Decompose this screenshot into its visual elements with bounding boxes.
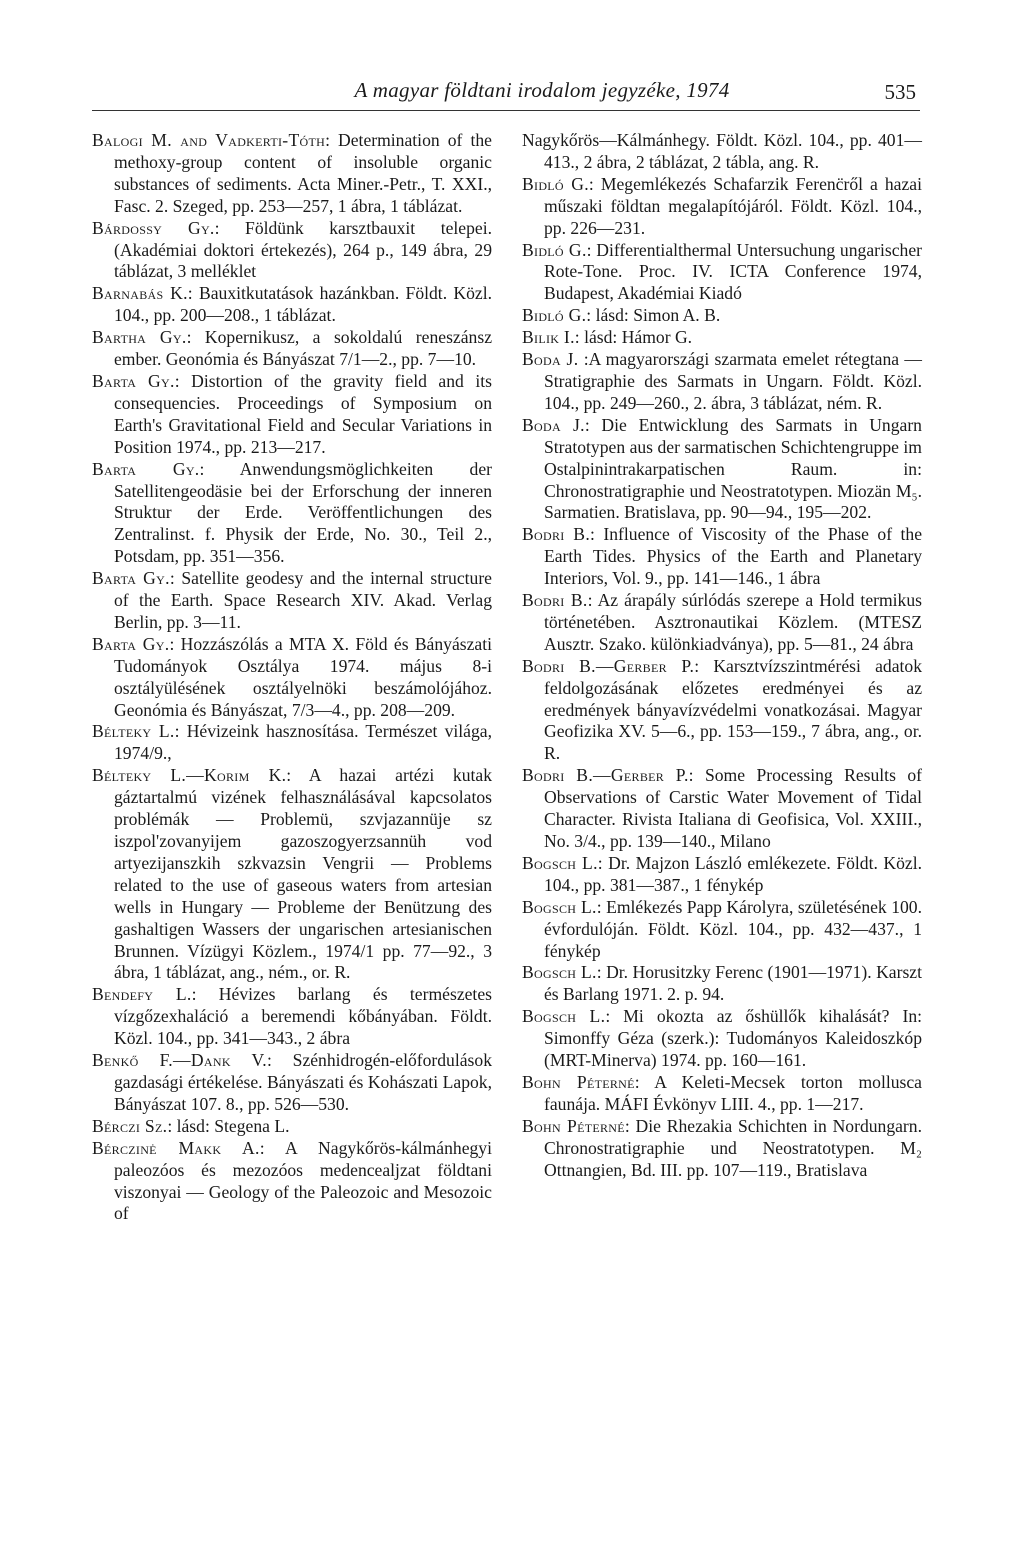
right-column (522, 130, 922, 1182)
bibliography-entry (92, 634, 492, 722)
running-head (92, 72, 920, 112)
entry-author: Bérczinė Makk A. (92, 1137, 260, 1158)
bibliography-entry (92, 984, 492, 1050)
entry-text: : Determination of the methoxy-group content of insoluble organic substances of sediments. Acta Miner.-Petr., T. XXI., Fasc. 2. Szeged, pp. 253—257, 1 ábra, 1 táblázat. (114, 130, 492, 216)
header-rule (92, 110, 920, 111)
entry-text: : Hévizes barlang és természetes vízgőzexhaláció a beremendi kőbányában. Földt. Közl. 104., pp. 341—343., 2 ábra (114, 984, 492, 1049)
entry-text: : A hazai artézi kutak gáztartalmú vizének felhasználásával kapcsolatos problémák — Problemü, szvjazannüje sz iszpol'zovanyijem gazoszogyerzsannüh vod artyezijanszkih szkvazsin Vengrii — Problems related to the use of gaseous waters from artesian wells in Hungary — Probleme der Benützung des gashaltigen Wassers der ungarischen artesianischen Brunnen. Vízügyi Közlem., 1974/1 pp. 77—92., 3 ábra, 1 táblázat, ang., ném., or. R. (114, 765, 492, 983)
entry-author: Bodri B.—Gerber P. (522, 765, 689, 786)
entry-author: Bodri B. (522, 590, 588, 611)
bibliography-entry (522, 1006, 922, 1072)
entry-text: : Földünk karsztbauxit telepei. (Akadémiai doktori értekezés), 264 p., 149 ábra, 29 táblázat, 3 melléklet (114, 217, 492, 282)
bibliography-entry (522, 962, 922, 1006)
bibliography-entry (522, 174, 922, 240)
entry-author: Barta Gy. (92, 568, 170, 589)
entry-text: : lásd: Hámor G. (574, 327, 693, 348)
bibliography-entry (92, 371, 492, 459)
entry-author: Bérczi Sz. (92, 1115, 168, 1136)
entry-author: Benkő F.—Dank V. (92, 1050, 267, 1071)
entry-author: Bárdossy Gy. (92, 217, 215, 238)
bibliography-entry (522, 305, 922, 327)
bibliography-entry (522, 524, 922, 590)
entry-text: : Anwendungsmöglichkeiten der Satellitengeodäsie bei der Erforschung der inneren Struktur der Erde. Veröffentlichungen des Zentralinst. f. Physik der Erde, No. 30., Teil 2., Potsdam, pp. 351—356. (114, 458, 492, 567)
entry-author: Bidló G. (522, 239, 587, 260)
entry-text: : lásd: Simon A. B. (586, 305, 721, 326)
bibliography-entry (92, 327, 492, 371)
bibliography-entry (522, 349, 922, 415)
entry-text: : A Nagykőrös-kálmánhegyi paleozóos és mezozóos medencealjzat földtani viszonyai — Geology of the Paleozoic and Mesozoic of (114, 1137, 492, 1224)
page-number: 535 (884, 80, 916, 104)
entry-author: Barta Gy. (92, 370, 175, 391)
bibliography-entry (92, 1050, 492, 1116)
entry-author: Bogsch L. (522, 896, 597, 917)
entry-author: Bilik I. (522, 327, 575, 348)
running-title: A magyar földtani irodalom jegyzéke, 1974 (354, 78, 730, 102)
entry-author: Balogi M. and Vadkerti-Tóth (92, 130, 326, 150)
entry-author: Barnabás K. (92, 283, 188, 304)
entry-text: : Hozzászólás a MTA X. Föld és Bányászati Tudományok Osztálya 1974. május 8-i osztályülésének osztályelnöki beszámolójához. Geonómia és Bányászat, 7/3—4., pp. 208—209. (114, 633, 493, 720)
bibliography-entry (92, 130, 492, 218)
entry-text: : Szénhidrogén-előfordulások gazdasági értékelése. Bányászati és Kohászati Lapok, Bányászat 107. 8., pp. 526—530. (114, 1050, 492, 1114)
entry-author: Boda J. (522, 414, 585, 435)
bibliography-entry (522, 130, 922, 174)
bibliography-entry (522, 897, 922, 963)
entry-author: Bohn Péterné (522, 1115, 625, 1136)
entry-text: : lásd: Stegena L. (167, 1115, 290, 1136)
bibliography-entry (522, 1072, 922, 1116)
bibliography-entry (522, 327, 922, 349)
entry-text: : Die Rhezakia Schichten in Nordungarn. Chronostratigraphie und Neostratotypen. M₂ Ottnangien, Bd. III. pp. 107—119., Bratislava (544, 1115, 922, 1180)
bibliography-entry (92, 218, 492, 284)
entry-author: Boda J. (522, 349, 579, 370)
entry-author: Bidló G. (522, 173, 589, 194)
entry-text: : A Keleti-Mecsek torton mollusca faunája. MÁFI Évkönyv LIII. 4., pp. 1—217. (544, 1071, 922, 1114)
entry-text: :A magyarországi szarmata emelet rétegtana — Stratigraphie des Sarmats in Ungarn. Földt. Közl. 104., pp. 249—260., 2. ábra, 3 táblázat, ném. R. (544, 349, 922, 413)
bibliography-entry (522, 1116, 922, 1182)
bibliography-entry (522, 240, 922, 306)
bibliography-entry (92, 283, 492, 327)
bibliography-entry (92, 568, 492, 634)
entry-text: : Differentialthermal Untersuchung ungarischer Rote-Tone. Proc. IV. ICTA Conference 1974, Budapest, Akadémiai Kiadó (544, 239, 922, 304)
entry-author: Bogsch L. (522, 1006, 606, 1027)
entry-author: Bodri B. (522, 524, 591, 545)
entry-author: Bogsch L. (522, 852, 598, 873)
entry-author: Barta Gy. (92, 633, 170, 654)
entry-text: : Die Entwicklung des Sarmats in Ungarn Stratotypen aus der sarmatischen Schichtengruppe im Ostalpinintrakarpatischen Raum. in: Chronostratigraphie und Neostratotypen. Miozän M₅. Sarmatien. Bratislava, pp. 90—94., 195—202. (544, 414, 922, 523)
entry-author: Bartha Gy. (92, 327, 187, 348)
bibliography-entry (522, 656, 922, 766)
entry-author: Bendefy L. (92, 984, 192, 1005)
entry-text: : Karsztvízszintmérési adatok feldolgozásának előzetes eredményei és az eredmények bányavízvédelmi vonatkozásai. Magyar Geofizika XV. 5—6., pp. 153—159., 7 ábra, ang., or. R. (544, 655, 922, 764)
bibliography-entry (92, 721, 492, 765)
bibliography-entry (522, 415, 922, 525)
entry-text: : Some Processing Results of Observations of Carstic Water Movement of Tidal Character. Rivista Italiana di Geofisica, Vol. XXIII., No. 3/4., pp. 139—140., Milano (544, 765, 922, 851)
bibliography-entry (92, 765, 492, 984)
entry-author: Bodri B.—Gerber P. (522, 655, 695, 676)
entry-author: Bogsch L. (522, 962, 597, 983)
bibliography-entry (92, 1138, 492, 1226)
bibliography-entry (522, 765, 922, 853)
entry-author: Bidló G. (522, 305, 587, 326)
entry-text: : Megemlékezés Schafarzik Ferenc̈ről a hazai műszaki földtan megalapítójáról. Földt. Közl. 104., pp. 226—231. (544, 173, 922, 238)
entry-text: : Satellite geodesy and the internal structure of the Earth. Space Research XIV. Akad. Verlag Berlin, pp. 3—11. (114, 568, 492, 632)
entry-text: : Hévizeink hasznosítása. Természet világa, 1974/9., (114, 721, 492, 764)
entry-text: : Emlékezés Papp Károlyra, születésének 100. évfordulóján. Földt. Közl. 104., pp. 432—437., 1 fénykép (544, 896, 922, 961)
entry-text: : Az árapály súrlódás szerepe a Hold termikus történetében. Asztronautikai Közlem. (MTESZ Ausztr. Szako. különkiadványa), pp. 5—81., 24 ábra (544, 590, 923, 654)
bibliography-entry (522, 590, 922, 656)
entry-text: : Kopernikusz, a sokoldalú reneszánsz ember. Geonómia és Bányászat 7/1—2., pp. 7—10. (114, 327, 493, 370)
entry-text: : Mi okozta az őshüllők kihalását? In: Simonffy Géza (szerk.): Tudományos Kaleidoszkóp (MRT-Minerva) 1974. pp. 160—161. (544, 1006, 922, 1071)
bibliography-entry (92, 1116, 492, 1138)
left-column (92, 130, 492, 1225)
entry-author: Bohn Péterné (522, 1071, 635, 1092)
bibliography-entry (522, 853, 922, 897)
entry-text: : Distortion of the gravity field and its consequencies. Proceedings of Symposium on Earth's Gravitational Field and Secular Variations in Position 1974., pp. 213—217. (114, 370, 492, 457)
entry-author: Bélteky L.—Korim K. (92, 765, 287, 786)
entry-text: : Influence of Viscosity of the Phase of the Earth Tides. Physics of the Earth and Planetary Interiors, Vol. 9., pp. 141—146., 1 ábra (544, 524, 922, 589)
entry-text: : Bauxitkutatások hazánkban. Földt. Közl. 104., pp. 200—208., 1 táblázat. (114, 283, 492, 326)
entry-text: : Dr. Horusitzky Ferenc (1901—1971). Karszt és Barlang 1971. 2. p. 94. (544, 962, 922, 1005)
entry-author: Bélteky L. (92, 721, 175, 742)
bibliography-entry (92, 459, 492, 569)
entry-text: Nagykőrös—Kálmánhegy. Földt. Közl. 104., pp. 401—413., 2 ábra, 2 táblázat, 2 tábla, ang. R. (522, 130, 922, 172)
entry-text: : Dr. Majzon László emlékezete. Földt. Közl. 104., pp. 381—387., 1 fénykép (544, 852, 922, 895)
entry-author: Barta Gy. (92, 458, 200, 479)
